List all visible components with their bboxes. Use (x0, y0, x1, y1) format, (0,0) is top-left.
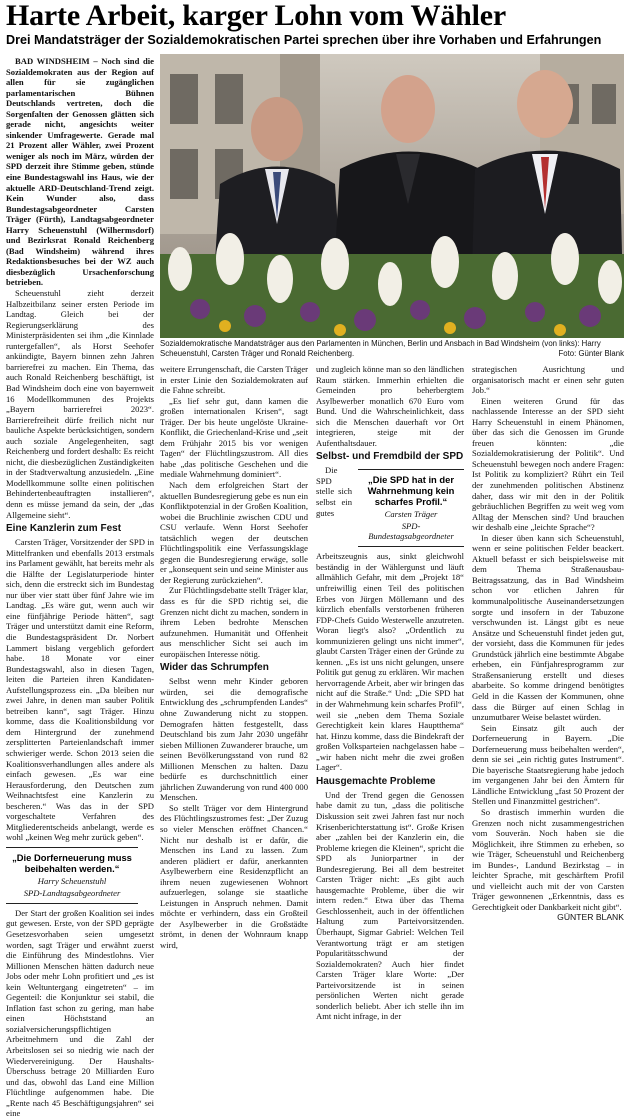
paragraph: Sein Einsatz gilt auch der Dorferneuerung in Bayern. „Die Dorferneuerung muss beibehalten werden“, denn sie sei „ein richtig gutes Instrument“. Die bayerische Staatsregierung habe jedoch im vergangenen Jahr bei den Ämtern für Ländliche Entwicklung „fast 50 Prozent der Stellen und Finanzmittel gestrichen“. (472, 722, 624, 807)
paragraph: Und der Trend gegen die Genossen habe damit zu tun, „dass die politische Diskussion seit zwei Jahren fast nur noch Krisenberichterstattung ist“. Große Krisen aber „zahlen bei der Kanzlerin ein, die Probleme kriegen die Kleinen“, spricht die SPD als Juniorpartner in der Bundesregierung. Bei all dem bestreitet Carsten Träger nicht: „Es gibt auch hausgemachte Probleme, über die wir intern reden.“ Etwa über das Thema Geschlossenheit, auch in der öffentlichen Haltung zum Parteivorsitzenden. Überhaupt, Sigmar Gabriel: Welchen Teil Verantwortung trägt er am stetigen Popularitätsschwund der Sozialdemokraten? Auch hier findet Carsten Träger klare Worte: „Der Parteivorsitzende ist in seinen persönlichen Werten nicht gerade sonderlich beliebt. Aber ich stelle ihn im Amt nicht infrage, in der (316, 789, 464, 1022)
headline: Harte Arbeit, karger Lohn vom Wähler (6, 0, 506, 32)
paragraph: „Es lief sehr gut, dann kamen die großen internationalen Krisen“, sagt Träger. Der bis heute ungelöste Ukraine-Konflikt, die Griechenland-Krise und „seit dem Frühjahr 2015 bis vor wenigen Tagen“ der Flüchtlingszustrom. All dies habe „das politische Geschehen und die mediale Wahrnehmung dominiert“. (160, 395, 308, 480)
paragraph: So drastisch immerhin wurden die Grenzen noch nicht zusammengestrichen vom Souverän. Noch haben sie die Möglichkeit, ihre Stimmen zu erheben, so wie Träger, Scheuenstuhl und Reichenberg im Bundes-, Landund Bezirkstag – in leichter Sprache, mit geschärftem Profil und vielleicht auch mit der von Carsten Träger gewonnenen „Erkenntnis, dass es Gerechtigkeit oder Dankbarkeit nicht gibt“. (472, 806, 624, 912)
paragraph: So stellt Träger vor dem Hintergrund des Flüchtlingszustromes fest: „Der Zuzug so vieler Menschen eröffnet Chancen.“ Nicht nur deshalb ist er dafür, die Menschen ins Land zu lassen. Zum anderen plädiert er dafür, anerkannten Asylbewerbern eine Residenzpflicht an ihrem neuen zugewiesenen Wohnort aufzuerlegen, solange sie staatliche Leistungen in Anspruch nehmen. Damit möchte er verhindern, dass ein Großteil der Asylbewerber in die Großstädte strömt, in denen der Wohnraum knapp wird, (160, 802, 308, 950)
photo-caption-text: Sozialdemokratische Mandatsträger aus den Parlamenten in München, Berlin und Ansbach in Bad Windsheim (von links): Harry Scheuenstuhl, Carsten Träger und Ronald Reichenberg. (160, 339, 601, 358)
article-column-4 (472, 364, 624, 923)
pull-quote-role: SPD-Bundestagsabgeordneter (368, 521, 454, 542)
article-column-1 (6, 56, 154, 1119)
paragraph: Zur Flüchtlingsdebatte stellt Träger klar, dass es für die SPD richtig sei, die Grenzen nicht dicht zu machen, sondern in ihrem Leben bedrohte Menschen aufzunehmen. Humanität und Offenheit aus menschlicher Sicht sei auch im europäischen Interesse nötig. (160, 585, 308, 659)
section-heading: Hausgemachte Probleme (316, 775, 436, 787)
paragraph: Selbst wenn mehr Kinder geboren würden, sei die demografische Entwicklung des „schrumpfenden Landes“ ohne Zuwanderung nicht zu stoppen. Demografen hätten festgestellt, dass Deutschland bis zum Jahr 2030 ungefähr sieben Millionen Zuwanderer brauche, um seinen Bevölkerungsstand von rund 82 Millionen Menschen zu halten. Dazu bedürfe es durchschnittlich einer jährlichen Zuwanderung von rund 400 000 Menschen. (160, 676, 308, 803)
paragraph: Scheuenstuhl zieht derzeit Halbzeitbilanz seiner ersten Periode im Landtag. Gleich bei der Regierungserklärung des Ministerpräsidenten sei ihm „die Kinnlade runtergefallen“, als Horst Seehofer ankündigte, Bayern binnen zehn Jahren barrierefrei zu machen. Ein Thema, das auch Ronald Reichenberg beschäftigt, ist Bad Windsheim doch eine von bayernweit 16 Modellkommunen des Projekts „Bayern barrierefrei 2023“. Barrierefreiheit dürfe freilich nicht nur bauliche Aspekte berücksichtigen, sondern auch soziale Angelegenheiten, sagt Reichenberg und fordert deshalb: Es reicht nicht, die diesbezüglichen Zuständigkeiten in der Stadtverwaltung anzusiedeln. „Eine Modellkommune sollte einen politischen Behindertenbeauftragten installieren“, denn es müsse jemand da sein, der „das Allgemeine sieht“. (6, 288, 154, 520)
paragraph: weitere Errungenschaft, die Carsten Träger in erster Linie den Sozialdemokraten auf die Fahne schreibt. (160, 364, 308, 396)
article-photo (160, 54, 624, 338)
section-heading: Selbst- und Fremdbild der SPD (316, 451, 464, 463)
paragraph: In dieser üben kann sich Scheuenstuhl, wenn er seine politischen Felder beackert. Aktuell befasst er sich beispielsweise mit dem Thema Straßenausbau-Beitragssatzung, das in Bad Windsheim schon vor etlichen Jahren für kommunalpolitische Auseinandersetzungen sorgte und insofern in der Tabuzone verschwunden ist. Längst gibt es neue Ansätze und Scheuenstuhl findet jeden gut, der vorsieht, dass die Kommunen für jedes Grundstück jährlich eine bestimmte Abgabe erheben, ein Fünfjahresprogramm zur Straßensanierung erstellt und dieses abarbeite. So komme dringend benötigtes Geld in die Kassen der Kommunen, ohne dass die Bürger auf einen Schlag in unzumutbarer Weise belastet würden. (472, 532, 624, 723)
paragraph: Die SPD stelle sich selbst ein gutes Arbeitszeugnis aus, sinkt gleichwohl beständig in der Wählergunst und läuft allmählich Gefahr, mit dem „Projekt 18“ unfreiwillig einen Teil des politischen Erbes von Jürgen Möllemann und des kürzlich ebenfalls verstorbenen früheren FDP-Chefs Guido Westerwelle anzutreten. Woran liegt's also? „Ordentlich zu kommunizieren gelingt uns nicht immer“, glaubt Carsten Träger einen der Gründe zu kennen. „Es ist uns nicht gelungen, unsere Politik gut genug zu erklären. Wir machen hervorragende Arbeit, aber wir bringen das nicht auf die Straße.“ Und: „Die SPD hat in der Wahrnehmung kein scharfes Profil“, weil sie „neben dem Thema Soziale Gerechtigkeit kein klares Hauptthema“ hat. Hinzu komme, dass die Bindekraft der großen Volksparteien nachgelassen habe – „wir haben nicht mehr die zwei großen Lager“. (316, 465, 464, 773)
pull-quote (6, 847, 138, 904)
article-column-3 (316, 364, 464, 1022)
paragraph: Carsten Träger, Vorsitzender der SPD in Mittelfranken und ebenfalls 2013 erstmals ins Parlament gewählt, hat bereits mehr als die Hälfte der Legislaturperiode hinter sich, denn die erstreckt sich im Bundestag nur über vier statt über fünf Jahre wie im Landtag. „Es wäre gut, wenn auch wir eine fünfjährige Periode hätten“, sagt Träger und unterstützt damit eine Reform, die Bundestagspräsident Dr. Norbert Lammert bislang vergeblich gefordert habe. 18 Monate vor einer Bundestagswahl, also in diesen Tagen, leiten die Parteien ihren Kandidaten-Aufstellungsprozess ein. „Da bleiben nur zwei Jahre, in denen man sauber Politik betreiben kann“, sagt Träger. Hinzu komme, dass die Koalitionsbildung vor dem Hintergrund der zunehmend zersplitterten Parteienlandschaft immer schwieriger werde. Schon 2013 seien die Koalitionsverhandlungen alles andere als einfach gewesen. „Es war eine Herausforderung, den Deutschen zum Weihnachtsfest eine Kanzlerin zu bescheren.“ Was das in der SPD vorgeschaltete Verfahren des Mitgliederentscheids anbelangt, werde es wohl „keinen Weg mehr zurück geben“. (6, 537, 154, 843)
pull-quote-text: „Die Dorferneuerung muss beibehalten werden.“ (12, 851, 132, 874)
paragraph: und zugleich könne man so den ländlichen Raum stärken. Immerhin erhielten die Gemeinden pro beherbergtem Asylbewerber monatlich 670 Euro vom Bund. Und die Wahrscheinlichkeit, dass sich die Menschen dauerhaft vor Ort integrieren, steige mit der Aufenthaltsdauer. (316, 364, 464, 448)
paragraph: Einen weiteren Grund für das nachlassende Interesse an der SPD sieht Harry Scheuenstuhl in einem Phänomen, über das sich die Genossen im Grunde freuen könnten: „die Sozialdemokratisierung der Politik“. Und Scheuenstuhl bewegen noch andere Fragen: Ist Politik zu kompliziert? Rührt ein Teil der zunehmenden politischen Abstinenz daher, dass wir mit den in der Politik gebräuchlichen Begriffen zu weit weg vom Alltag der Menschen sind? Und brauchen wir deshalb eine „leichte Sprache“? (472, 395, 624, 533)
paragraph: Nach dem erfolgreichen Start der aktuellen Bundesregierung gebe es nun ein Konfliktpotenzial in der Großen Koalition, wobei die Bruchlinie zwischen CDU und CSU verlaufe. Wenn Horst Seehofer tatsächlich wegen der deutschen Flüchtlingspolitik eine Verfassungsklage gegen die Bundesregierung erwäge, solle er „konsequent sein und seine Minister aus der Regierung zurückziehen“. (160, 480, 308, 585)
photo-credit: Foto: Günter Blank (558, 348, 624, 358)
pull-quote-role: SPD-Landtagsabgeordneter (23, 887, 121, 898)
article-intro: BAD WINDSHEIM – Noch sind die Sozialdemokraten aus der Region auf allen für sie zugänglichen parlamentarischen Bühnen Deutschlands vertreten, doch die Sorgenfalten der Genossen glätten sich gerade nicht, angesichts weiter sinkender Umfragewerte. Gerade mal 21 Prozent aller Wähler, zwei Prozent weniger als noch im März, würden der SPD derzeit ihre Stimme geben, stünde eine Bundestagswahl ins Haus, wie der aktuelle ARD-Deutschland-Trend zeigt. Kein Wunder also, dass Bundestagsabgeordneter Carsten Träger (Fürth), Landtagsabgeordneter Harry Scheuenstuhl (Wilhermsdorf) und Bezirksrat Ronald Reichenberg (Bad Windsheim) während ihres Redaktionsbesuches bei der WZ auch diesbezüglich Ursachenforschung betrieben. (6, 56, 154, 288)
author-signature: GÜNTER BLANK (557, 912, 624, 923)
subheadline: Drei Mandatsträger der Sozialdemokratischen Partei sprechen über ihre Vorhaben und Erfahrungen (6, 33, 602, 47)
pull-quote-author: Carsten Träger (384, 509, 438, 520)
pull-quote-author: Harry Scheuenstuhl (37, 875, 107, 886)
pull-quote (358, 469, 464, 547)
pull-quote-text: „Die SPD hat in der Wahrnehmung kein scharfes Profil.“ (367, 474, 455, 508)
photo-caption (160, 339, 624, 358)
paragraph: strategischen Ausrichtung und organisatorisch macht er einen sehr guten Job.“ (472, 364, 624, 396)
article-column-2 (160, 364, 308, 951)
paragraph: Der Start der großen Koalition sei indes gut gewesen. Erste, von der SPD geprägte Gesetzesvorhaben seien umgesetzt worden, sagt Träger und erwähnt zuerst die Einführung des Mindestlohns. Vier Millionen Menschen hätten dadurch neue Jobs oder mehr Lohn profitiert und „es ist kein Weltuntergang eingetreten“ – im Gegenteil: die Konjunktur sei stabil, die Inflation fast schon zu gering, man habe einen Höchststand an sozialversicherungspflichtigen Arbeitnehmern und die Zahl der Arbeitslosen sei so niedrig wie nach der Wiedervereinigung. Der Haushalts-Überschuss betrage 20 Milliarden Euro und das, obwohl das Land eine Million Flüchtlinge aufgenommen habe. Die „Rente nach 45 Beschäftigungsjahren“ sei eine (6, 907, 154, 1119)
photo-image (160, 54, 624, 338)
section-heading: Wider das Schrumpfen (160, 662, 269, 674)
section-heading: Eine Kanzlerin zum Fest (6, 523, 122, 535)
